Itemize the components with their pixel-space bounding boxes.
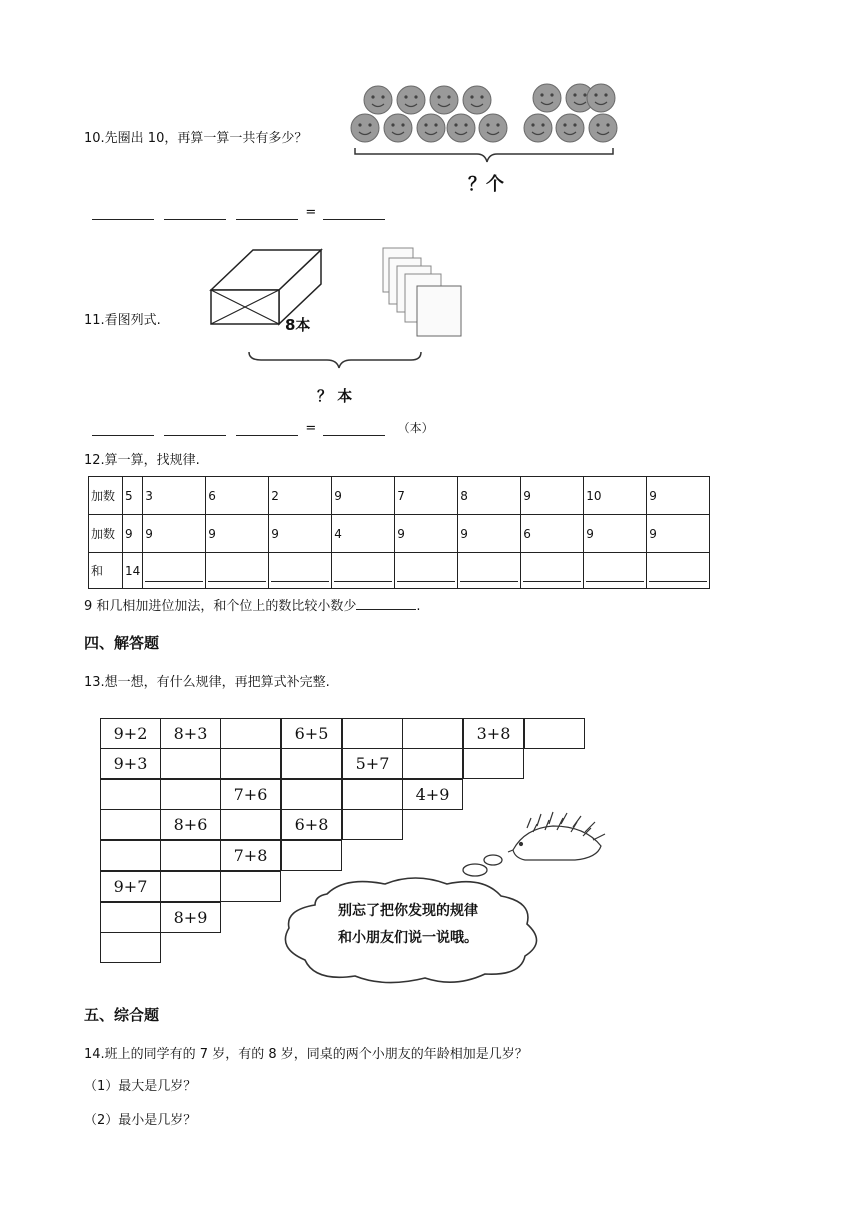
q13-question: 13.想一想，有什么规律，再把算式补完整. (84, 675, 330, 690)
period: . (416, 599, 421, 614)
grid-cell: 6+5 (281, 718, 342, 749)
grid-cell[interactable] (402, 748, 463, 779)
sum-blank[interactable] (584, 553, 647, 589)
table-cell: 7 (395, 477, 458, 515)
grid-cell[interactable] (100, 779, 161, 810)
face-icon (589, 114, 617, 142)
table-cell: 9 (123, 515, 143, 553)
grid-cell: 8+9 (160, 902, 221, 933)
face-icon (463, 86, 491, 114)
sum-blank[interactable] (458, 553, 521, 589)
table-cell: 6 (521, 515, 584, 553)
grid-cell[interactable] (463, 748, 524, 779)
sum-blank[interactable] (647, 553, 710, 589)
table-cell: 9 (395, 515, 458, 553)
grid-cell[interactable] (100, 932, 161, 963)
table-cell: 5 (123, 477, 143, 515)
grid-cell: 7+6 (220, 779, 281, 810)
table-cell: 2 (269, 477, 332, 515)
grid-cell[interactable] (100, 840, 161, 871)
face-icon (587, 84, 615, 112)
grid-cell: 9+3 (100, 748, 161, 779)
grid-cell[interactable] (342, 779, 403, 810)
grid-cell[interactable] (402, 718, 463, 749)
cloud-text-line2: 和小朋友们说一说哦。 (338, 930, 478, 946)
sum-blank[interactable] (521, 553, 584, 589)
table-cell: 6 (206, 477, 269, 515)
row-label: 和 (89, 553, 123, 589)
equals-sign: = (305, 421, 317, 436)
grid-cell: 7+8 (220, 840, 281, 871)
grid-cell[interactable] (100, 902, 161, 933)
grid-cell[interactable] (220, 748, 281, 779)
answer-blank[interactable] (92, 208, 154, 220)
grid-cell[interactable] (220, 871, 281, 902)
grid-cell[interactable] (160, 840, 221, 871)
answer-blank[interactable] (164, 208, 226, 220)
grid-cell[interactable] (220, 809, 281, 840)
row-label: 加数 (89, 477, 123, 515)
grid-cell: 9+7 (100, 871, 161, 902)
grid-cell[interactable] (160, 871, 221, 902)
answer-blank[interactable] (323, 208, 385, 220)
face-icon (430, 86, 458, 114)
grid-cell[interactable] (220, 718, 281, 749)
table-row (89, 477, 710, 515)
face-icon (397, 86, 425, 114)
section-heading: 五、综合题 (84, 1006, 160, 1024)
answer-blank[interactable] (323, 424, 385, 436)
hedgehog-icon (508, 812, 605, 860)
q10-equation (92, 205, 385, 220)
grid-cell[interactable] (100, 809, 161, 840)
face-icon (447, 114, 475, 142)
table-cell: 9 (458, 515, 521, 553)
table-cell: 4 (332, 515, 395, 553)
sum-blank[interactable] (206, 553, 269, 589)
face-icon (417, 114, 445, 142)
grid-cell[interactable] (160, 748, 221, 779)
table-row (89, 515, 710, 553)
face-icon (524, 114, 552, 142)
grid-cell: 6+8 (281, 809, 342, 840)
table-cell: 9 (143, 515, 206, 553)
q10-question: 10.先圈出 10，再算一算一共有多少？ (84, 131, 308, 146)
books-illustration (205, 240, 475, 380)
answer-blank[interactable] (236, 208, 298, 220)
q10-brace-label: ？个 (468, 174, 504, 195)
table-cell: 8 (458, 477, 521, 515)
table-cell: 10 (584, 477, 647, 515)
grid-cell: 8+6 (160, 809, 221, 840)
sum-blank[interactable] (269, 553, 332, 589)
grid-cell[interactable] (281, 748, 342, 779)
grid-cell: 9+2 (100, 718, 161, 749)
grid-cell[interactable] (281, 779, 342, 810)
q11-question: 11.看图列式. (84, 313, 161, 328)
q12-note (84, 598, 421, 616)
sum-blank[interactable] (395, 553, 458, 589)
table-cell: 9 (647, 477, 710, 515)
cloud-text-line1: 别忘了把你发现的规律 (338, 903, 478, 919)
q12-note-text: 9 和几相加进位加法，和个位上的数比较小数少 (84, 599, 357, 614)
section-heading: 四、解答题 (84, 634, 160, 652)
brace-icon (249, 352, 421, 368)
sum-blank[interactable] (332, 553, 395, 589)
face-icon (479, 114, 507, 142)
answer-blank[interactable] (164, 424, 226, 436)
row-label: 加数 (89, 515, 123, 553)
face-icon (351, 114, 379, 142)
face-icon (533, 84, 561, 112)
face-icon (556, 114, 584, 142)
grid-cell: 5+7 (342, 748, 403, 779)
grid-cell: 8+3 (160, 718, 221, 749)
grid-cell[interactable] (342, 718, 403, 749)
table-row (89, 553, 710, 589)
answer-blank[interactable] (356, 598, 416, 610)
q12-question: 12.算一算，找规律. (84, 453, 200, 468)
q11-box-label: 8本 (285, 316, 311, 334)
table-cell: 14 (123, 553, 143, 589)
answer-blank[interactable] (236, 424, 298, 436)
unit-label: （本） (397, 421, 434, 435)
answer-blank[interactable] (92, 424, 154, 436)
table-cell: 9 (269, 515, 332, 553)
grid-cell[interactable] (524, 718, 585, 749)
face-icon (384, 114, 412, 142)
face-icon (364, 86, 392, 114)
q14-sub2: （2）最小是几岁？ (84, 1113, 197, 1128)
pattern-table (88, 476, 710, 589)
brace-icon (355, 148, 613, 162)
books-icon (383, 248, 461, 336)
q11-brace-label: ？ 本 (317, 387, 353, 405)
table-cell: 9 (521, 477, 584, 515)
q14-sub1: （1）最大是几岁？ (84, 1079, 197, 1094)
grid-cell[interactable] (160, 779, 221, 810)
table-cell: 9 (647, 515, 710, 553)
table-cell: 9 (206, 515, 269, 553)
q14-question: 14.班上的同学有的 7 岁，有的 8 岁，同桌的两个小朋友的年龄相加是几岁？ (84, 1047, 528, 1062)
grid-cell: 3+8 (463, 718, 524, 749)
table-cell: 3 (143, 477, 206, 515)
table-cell: 9 (332, 477, 395, 515)
grid-cell: 4+9 (402, 779, 463, 810)
q11-equation (92, 419, 434, 436)
sum-blank[interactable] (143, 553, 206, 589)
equals-sign: = (305, 205, 317, 220)
table-cell: 9 (584, 515, 647, 553)
